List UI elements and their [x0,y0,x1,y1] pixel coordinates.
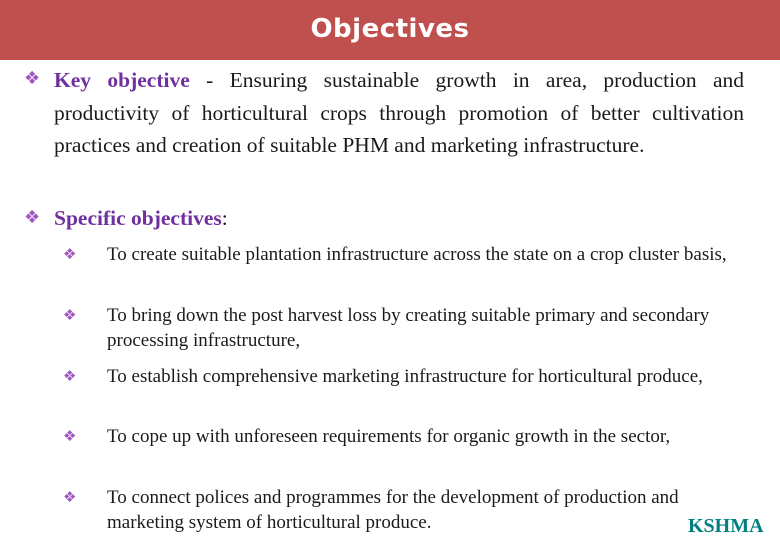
diamond-bullet-icon: ❖ [24,68,41,89]
page-title: Objectives [310,14,470,44]
key-objective-paragraph [54,64,744,162]
list-item: To establish comprehensive marketing infrastructure for horticultural produce, [107,366,703,387]
list-item: To connect polices and programmes for the development of production and marketing system of horticultural produce. [107,487,679,533]
list-item: To bring down the post harvest loss by creating suitable primary and secondary processing infrastructure, [107,305,710,351]
key-objective-label: Key objective [54,68,190,92]
diamond-bullet-icon: ❖ [63,245,77,263]
title-bar [0,0,780,60]
specific-objectives-colon: : [221,206,228,230]
specific-objectives-heading [54,204,228,232]
diamond-bullet-icon: ❖ [63,367,77,385]
list-item: To cope up with unforeseen requirements for organic growth in the sector, [107,426,671,447]
list-item: To create suitable plantation infrastructure across the state on a crop cluster basis, [107,244,727,265]
specific-objectives-label: Specific objectives [54,206,222,230]
key-objective-text: - Ensuring sustainable growth in area, production and productivity of horticultural crops through promotion of better cultivation practices and creation of suitable PHM and marketing infrastructure. [54,68,744,157]
diamond-bullet-icon: ❖ [63,427,77,445]
kshma-logo-text: KSHMA [688,515,764,537]
diamond-bullet-icon: ❖ [63,488,77,506]
diamond-bullet-icon: ❖ [63,306,77,324]
diamond-bullet-icon: ❖ [24,207,41,228]
